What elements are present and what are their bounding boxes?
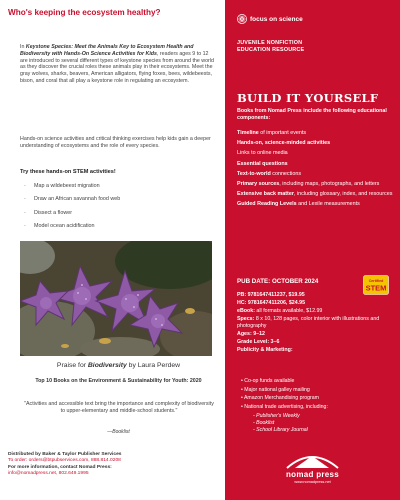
info-panel [225,0,400,500]
list-item: • National trade advertising, including: [241,404,328,411]
praise-line [20,362,217,369]
activity-label: Model ocean acidification [34,222,95,229]
spec-label: Publicity & Marketing: [237,346,293,353]
list-item [237,191,395,197]
more-info-heading: For more information, contact Nomad Press: [8,464,112,470]
list-item: • Amazon Merchandising program [241,395,319,402]
feature-bold: Guided Reading Levels [237,201,297,208]
feature-rest: Links to online media [237,150,288,157]
feature-rest: and Lexile measurements [296,201,360,208]
spec-label: Specs: [237,316,255,323]
list-item [237,331,395,337]
intro-body: , readers ages 9 to 12 are introduced to several different types of keystone species from around the world as they discover the crucial roles these animals play in their ecosystems. Meet the gray wolves, sharks, beavers, American alligators, flying foxes, bees, wildebeests, bison, and coral that all play a keystone role in regulating an ecosystem. [20,50,214,84]
series-logo [237,14,303,24]
activities-heading: Try these hands-on STEM activities! [20,169,116,175]
list-item [237,201,395,207]
praise-book-title: Biodiversity [87,362,127,369]
feature-rest: of important events [258,130,307,136]
stem-badge-top: Certified [368,279,384,283]
list-item: - School Library Journal [253,426,308,433]
list-item [237,292,395,298]
feature-bold: Essential questions [237,160,288,167]
intro-paragraph [20,44,217,85]
feature-bold: Timeline [237,130,259,136]
list-item [237,171,395,177]
dash-bullet: - [24,222,26,229]
dash-bullet: - [24,196,26,203]
dash-bullet: - [24,209,26,216]
activities-list [24,181,204,234]
list-item [24,194,204,207]
stem-badge-label: STEM [365,283,387,293]
dash-bullet: - [24,183,26,189]
feature-rest: connections [270,170,302,177]
review-quote: "Activities and accessible text bring the importance and complexity of biodiversity to upper-elementary and middle-school students." [24,401,214,414]
dist-heading: Distributed by Baker & Taylor Publisher Services [8,452,122,457]
feature-rest: , including maps, photographs, and letters [279,180,380,187]
list-item: • Major national galley mailing [241,386,310,393]
spec-label: eBook: [237,308,255,315]
list-item [237,300,395,306]
order-contact: To order: orders@btpubservices.com, 888.814.0208 [8,458,121,464]
hands-on-paragraph: Hands-on science activities and critical thinking exercises help kids gain a deeper understanding of ecosystems and the role of every species. [20,136,211,149]
list-item [237,140,395,146]
award-text: Top 10 Books on the Environment & Sustainability for Youth: 2020 [35,378,202,384]
list-item [237,161,395,167]
specs-list [237,292,395,355]
publisher-url: www.nomadpress.net [294,480,331,484]
praise-author: by Laura Perdew [126,362,181,369]
sea-star-photo [20,241,212,356]
intro-prefix: In [20,44,26,50]
spec-label: HC: 9781647411206, $24.95 [237,300,306,307]
list-item: - Booklist [253,419,275,426]
category-line: EDUCATION RESOURCE [237,47,305,54]
category-line: JUVENILE NONFICTION [237,40,303,46]
build-heading: BUILD IT YOURSELF [237,91,379,105]
spec-value: all formats available, $12.99 [254,308,323,315]
category-labels [237,40,304,55]
list-item [24,208,204,221]
feature-bold: Extensive back matter [237,191,294,198]
feature-bold: Primary sources [237,180,280,187]
list-item [237,308,395,314]
section-heading: Who's keeping the ecosystem healthy? [8,8,161,17]
activity-label: Map a wildebeest migration [34,183,100,189]
praise-prefix: Praise for [56,362,88,369]
list-item [237,150,395,156]
components-list [237,130,395,212]
pub-date: PUB DATE: OCTOBER 2024 [237,278,319,285]
list-item [237,339,395,345]
spec-value: 8 x 10, 128 pages, color interior with illustrations and photography [237,316,380,329]
activity-label: Draw an African savannah food web [34,196,121,203]
feature-bold: Hands-on, science-minded activities [237,140,331,147]
series-name: focus on science [250,15,303,23]
list-item [24,221,204,234]
review-source: —Booklist [107,429,130,435]
list-item: - Publisher's Weekly [253,412,300,419]
feature-rest: , including glossary, index, and resources [293,191,393,198]
spec-label: Ages: 9–12 [237,330,265,337]
list-item [237,347,395,353]
list-item [237,181,395,187]
list-item [237,316,395,329]
nomad-contact: info@nomadpress.net, 802.649.1995 [8,470,89,476]
activity-label: Dissect a flower [34,209,73,216]
spec-label: PB: 9781647411237, $19.95 [237,292,305,298]
publicity-list [241,378,391,434]
list-item: • Co-op funds available [241,378,295,384]
spec-label: Grade Level: 3–6 [237,338,280,345]
list-item [24,181,204,194]
atom-icon [237,14,247,24]
publisher-name: nomad press [285,470,340,479]
feature-bold: Text-to-world [237,170,271,177]
distribution-info [8,452,218,477]
components-intro: Books from Nomad Press include the following educational components: [237,108,387,121]
list-item [237,130,395,136]
book-title: Keystone Species: Meet the Animals Key to Ecosystem Health and Biodiversity with Hands-On Science Activities for Kids [20,44,194,57]
